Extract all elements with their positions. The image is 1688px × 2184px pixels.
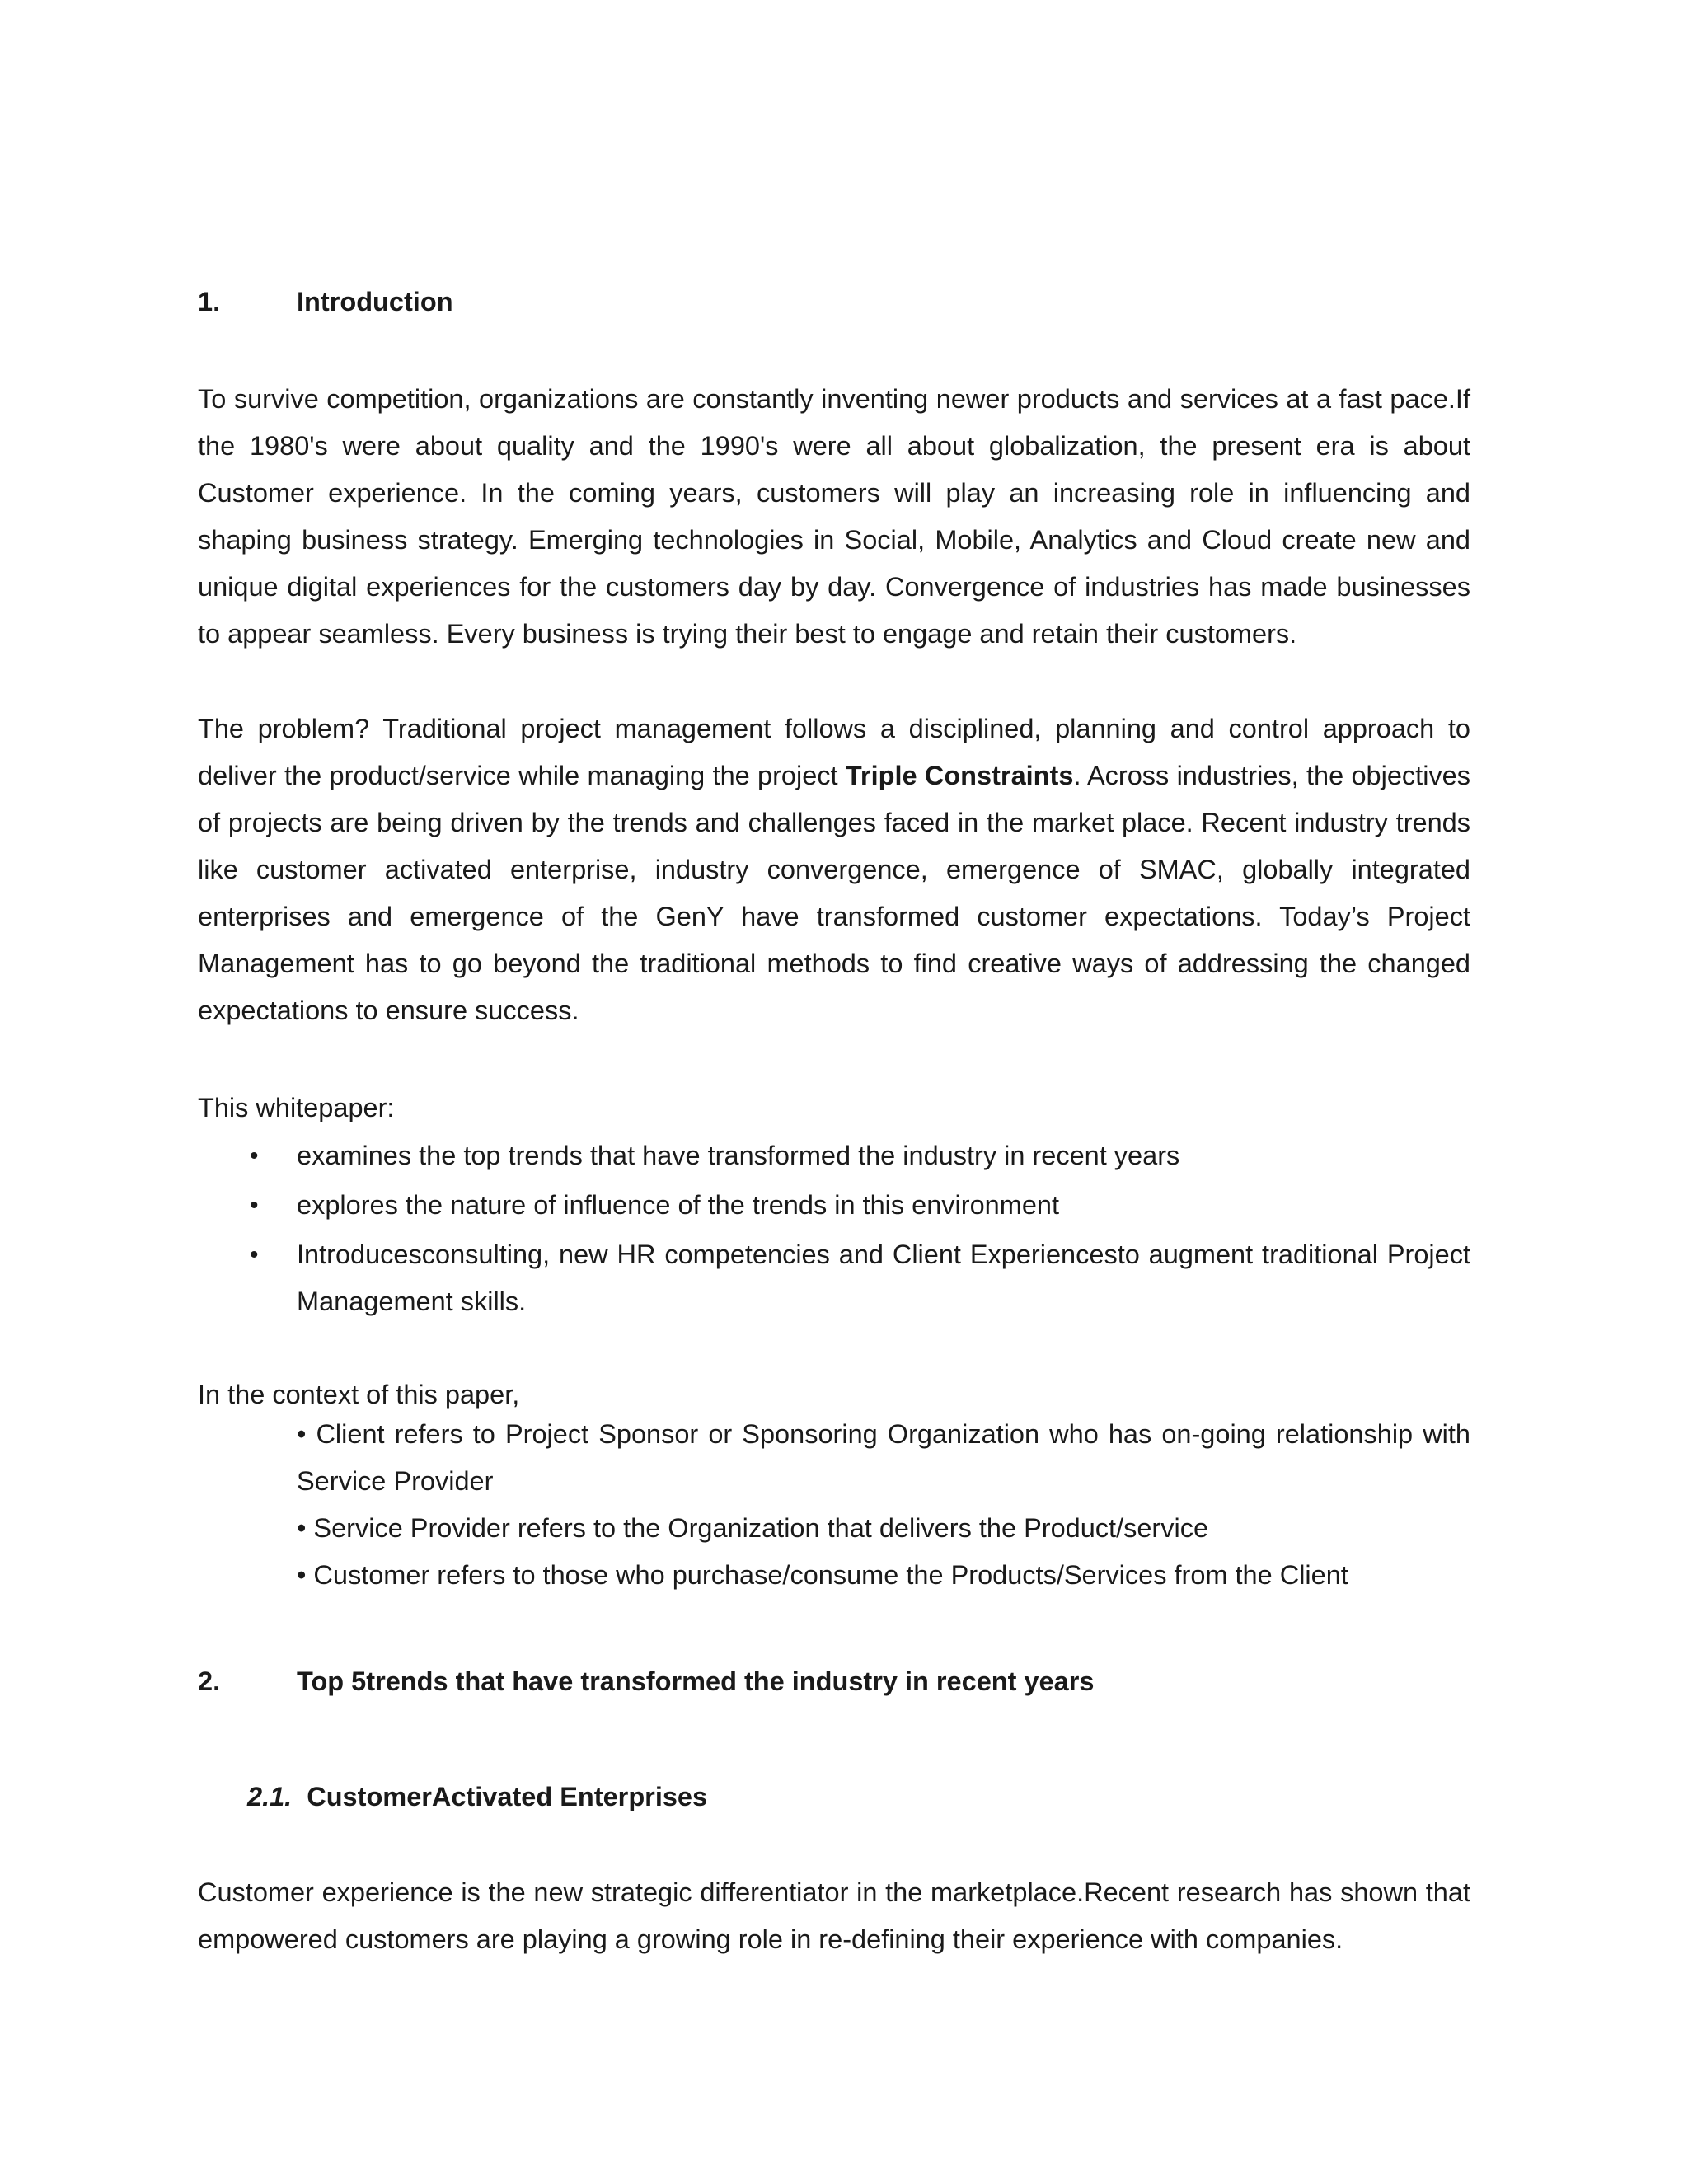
bullet-icon: • bbox=[250, 1241, 259, 1268]
section-number: 1. bbox=[198, 287, 221, 316]
intro-paragraph: To survive competition, organizations are constantly inventing newer products and services at a fast pace.If the 1980's were about quality and the 1990's were all about globalization, the present era is about Customer experience. In the coming years, customers will play an increasing role in influencing and shaping business strategy. Emerging technologies in Social, Mobile, Analytics and Cloud create new and unique digital experiences for the customers day by day. Convergence of industries has made businesses to appear seamless. Every business is trying their best to engage and retain their customers. bbox=[198, 384, 1470, 649]
problem-text-after: . Across industries, the objectives of projects are being driven by the trends and challenges faced in the market place. Recent industry trends like customer activated enterprise, industry convergence, emergence of SMAC, globally integrated enterprises and emergence of the GenY have transformed customer expectations. Today’s Project Management has to go beyond the traditional methods to find creative ways of addressing the changed expectations to ensure success. bbox=[198, 761, 1470, 1025]
section-1-heading bbox=[198, 287, 453, 317]
definition-customer: • Customer refers to those who purchase/consume the Products/Services from the Client bbox=[297, 1560, 1348, 1590]
section-title: Introduction bbox=[297, 287, 453, 316]
context-intro: In the context of this paper, bbox=[198, 1380, 520, 1409]
subsection-title: CustomerActivated Enterprises bbox=[307, 1782, 708, 1811]
subsection-number: 2.1. bbox=[247, 1782, 293, 1811]
bullet-icon: • bbox=[250, 1192, 259, 1219]
section-2-1-heading bbox=[247, 1782, 707, 1812]
whitepaper-bullet-list bbox=[198, 1132, 1470, 1328]
problem-paragraph bbox=[198, 705, 1470, 1034]
triple-constraints-term: Triple Constraints bbox=[845, 761, 1074, 790]
definition-service-provider: • Service Provider refers to the Organization that delivers the Product/service bbox=[297, 1513, 1209, 1543]
section-title: Top 5trends that have transformed the industry in recent years bbox=[297, 1666, 1095, 1696]
section-2-heading bbox=[198, 1666, 1094, 1697]
section-number: 2. bbox=[198, 1666, 221, 1696]
definition-client: • Client refers to Project Sponsor or Sponsoring Organization who has on-going relationship with Service Provider bbox=[297, 1419, 1470, 1496]
whitepaper-intro: This whitepaper: bbox=[198, 1093, 395, 1122]
customer-experience-paragraph: Customer experience is the new strategic differentiator in the marketplace.Recent research has shown that empowered customers are playing a growing role in re-defining their experience with companies. bbox=[198, 1877, 1470, 1954]
list-item: • examines the top trends that have transformed the industry in recent years bbox=[198, 1132, 1470, 1179]
list-item: • Introducesconsulting, new HR competencies and Client Experiencesto augment traditional Project Management skills. bbox=[198, 1231, 1470, 1325]
problem-text-before: The problem? Traditional project management follows a disciplined, planning and control approach to deliver the product/service while managing the project bbox=[198, 714, 1470, 790]
bullet-icon: • bbox=[250, 1142, 259, 1169]
definitions-list bbox=[297, 1411, 1470, 1599]
list-item: • explores the nature of influence of the trends in this environment bbox=[198, 1182, 1470, 1229]
